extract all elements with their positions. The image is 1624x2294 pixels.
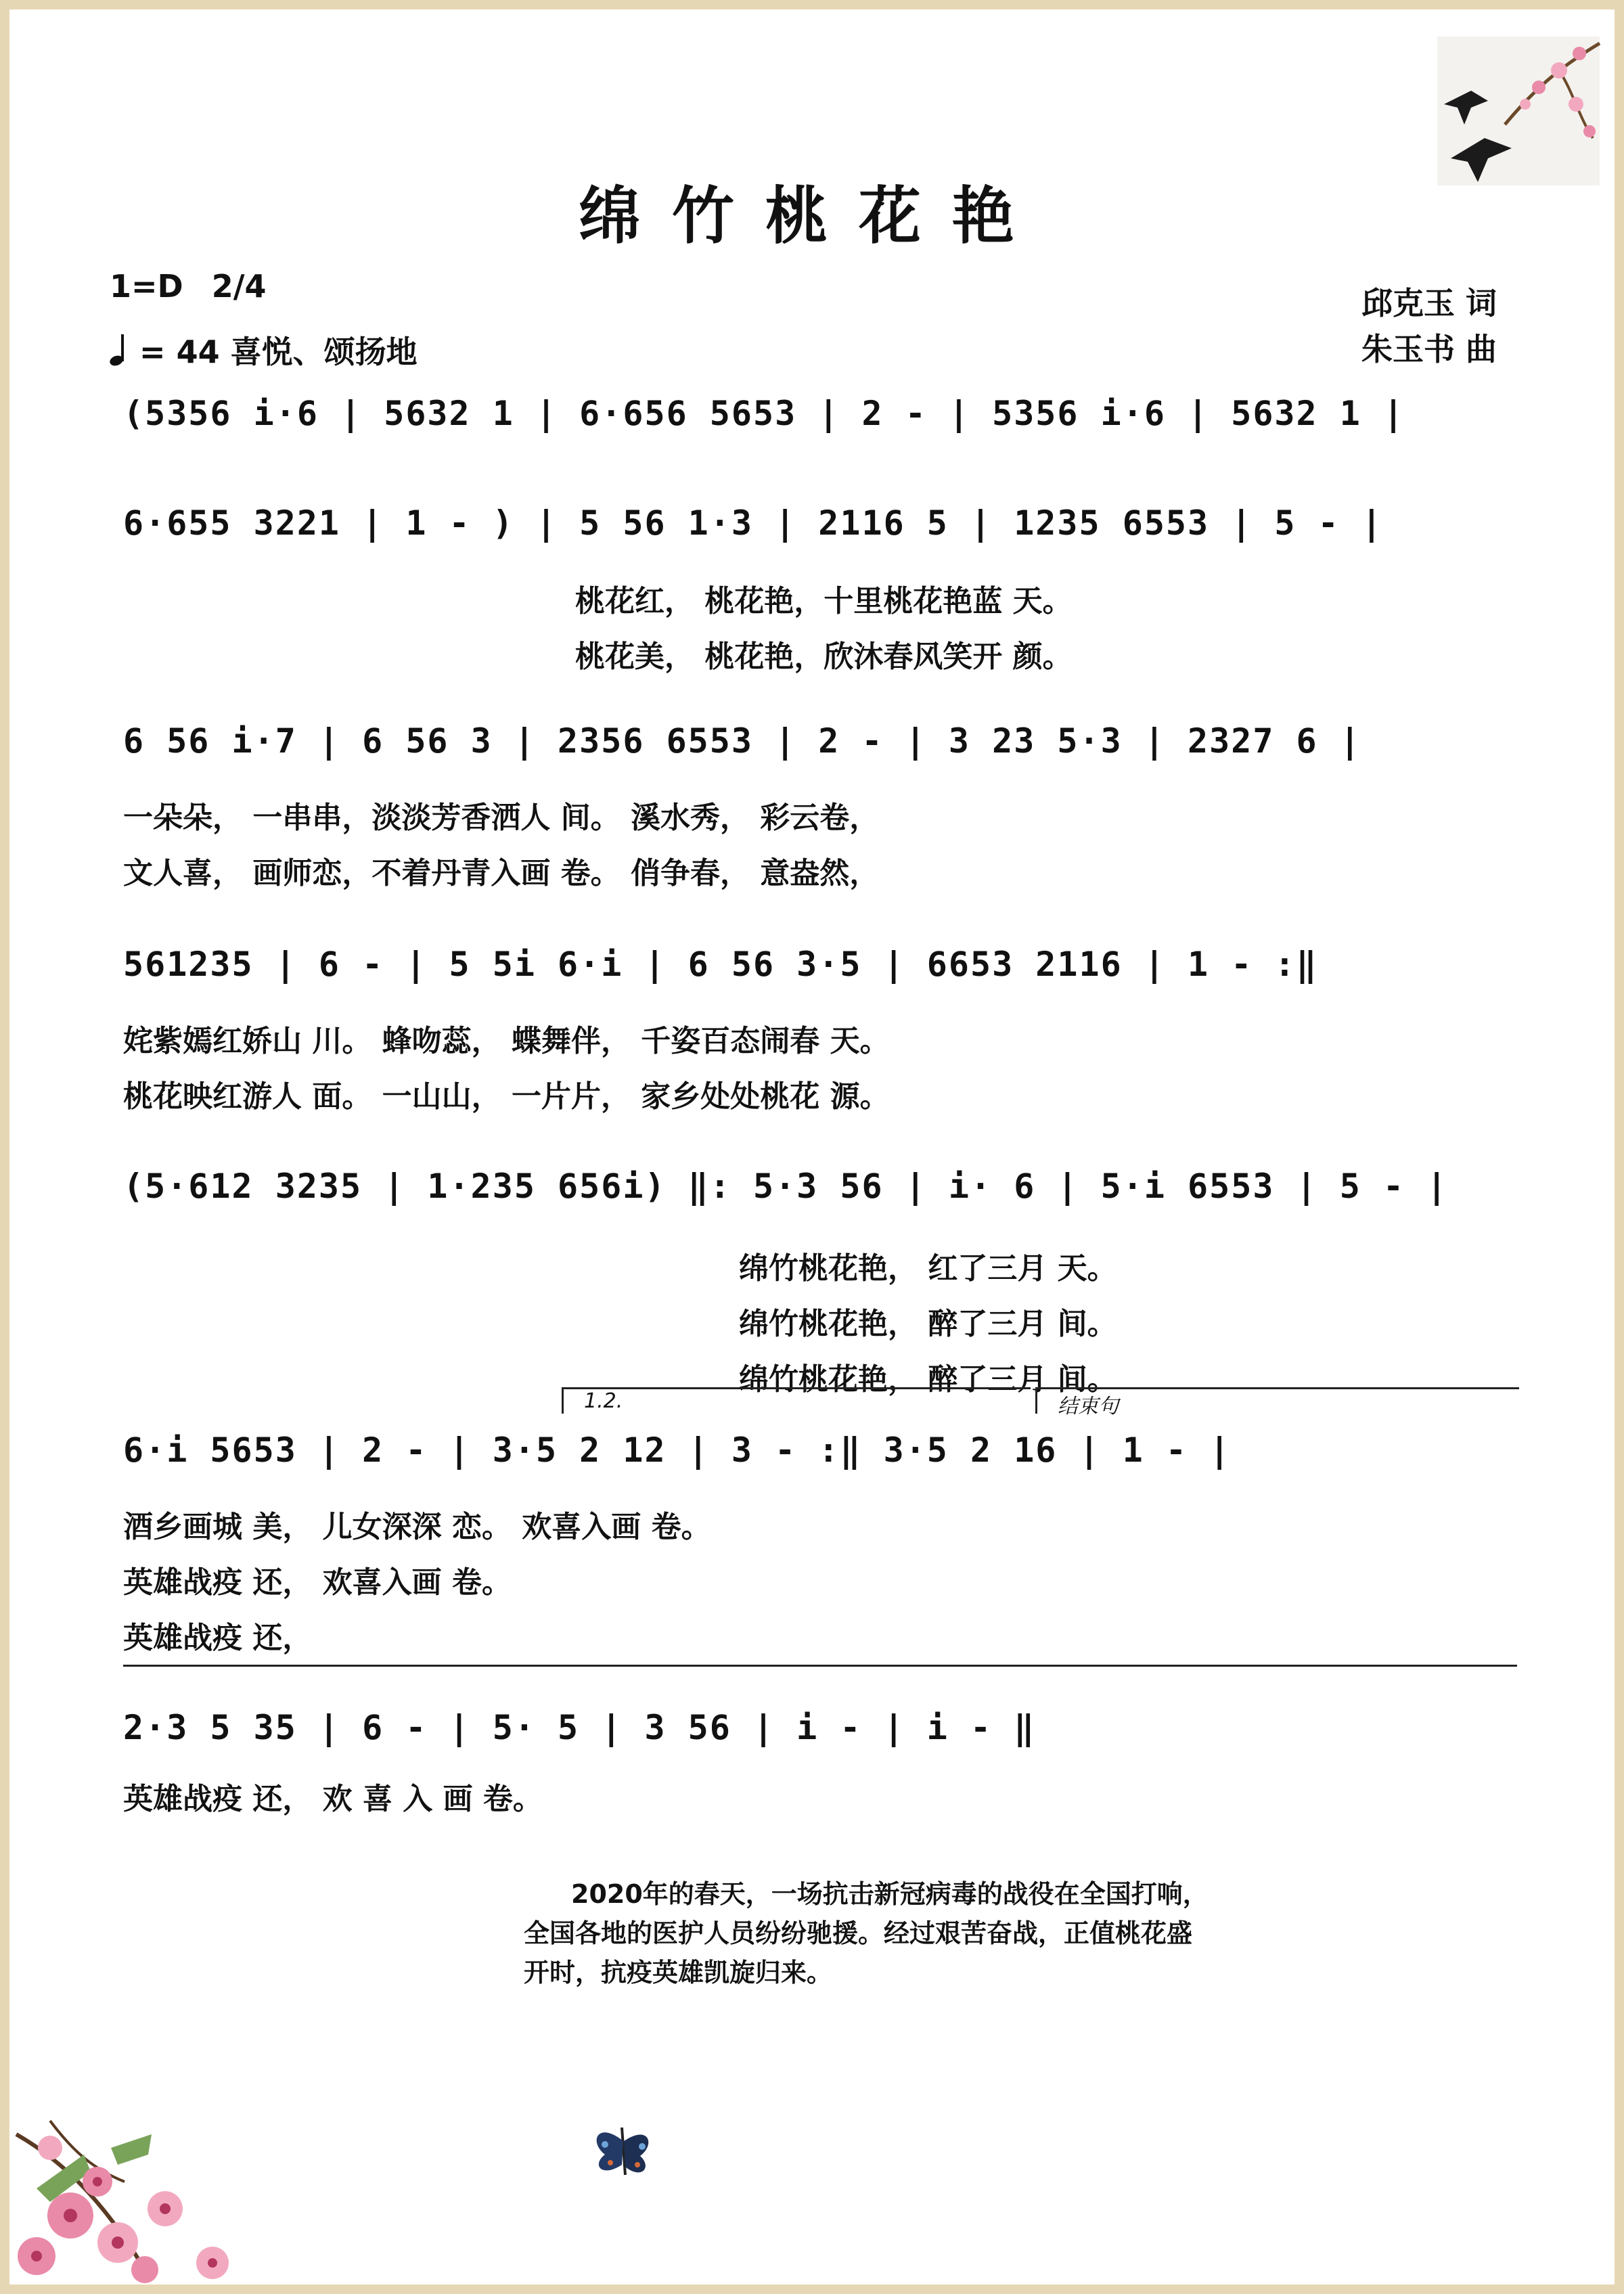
volta-final-label: 结束句 — [1058, 1395, 1119, 1418]
lyric-ending-line3: 英雄战疫 还， — [123, 1621, 313, 1655]
peach-blossom-icon — [9, 2107, 294, 2285]
tempo-text: = 44 喜悦、颂扬地 — [139, 334, 418, 370]
score-line-6: 6·i 5653 | 2 - | 3·5 2 12 | 3 - :‖ 3·5 2 16 | 1 - | — [123, 1431, 1232, 1470]
time-signature: 2/4 — [211, 268, 267, 305]
lyric-verse1-line2: 桃花美， 桃花艳，欣沐春风笑开 颜。 — [575, 639, 1073, 674]
score-line-1: (5356 i·6 | 5632 1 | 6·656 5653 | 2 - | 5356 i·6 | 5632 1 | — [123, 394, 1405, 433]
note-line-3: 开时，抗疫英雄凯旋归来。 — [524, 1958, 833, 1987]
lyric-chorus-line2: 绵竹桃花艳， 醉了三月 间。 — [739, 1307, 1117, 1341]
volta-first-label: 1.2. — [584, 1389, 623, 1413]
note-line-1: 2020年的春天，一场抗击新冠病毒的战役在全国打响， — [571, 1879, 1209, 1909]
key-text: 1=D — [110, 268, 183, 305]
score-line-3: 6 56 i·7 | 6 56 3 | 2356 6553 | 2 - | 3 23 5·3 | 2327 6 | — [123, 721, 1361, 761]
lyric-verse3-line2: 桃花映红游人 面。 一山山， 一片片， 家乡处处桃花 源。 — [123, 1079, 890, 1114]
score-page — [9, 9, 1615, 2285]
note-line-2: 全国各地的医护人员纷纷驰援。经过艰苦奋战，正值桃花盛 — [524, 1918, 1193, 1948]
lyric-ending-line2: 英雄战疫 还， 欢喜入画 卷。 — [123, 1565, 512, 1600]
lyric-verse1-line1: 桃花红， 桃花艳，十里桃花艳蓝 天。 — [575, 584, 1073, 619]
lyric-chorus-line1: 绵竹桃花艳， 红了三月 天。 — [739, 1251, 1117, 1286]
butterfly-icon — [585, 2114, 659, 2188]
score-line-7: 2·3 5 35 | 6 - | 5· 5 | 3 56 | i - | i - ‖ — [123, 1708, 1036, 1747]
lyric-verse2-line1: 一朵朵， 一串串，淡淡芳香洒人 间。 溪水秀， 彩云卷， — [123, 801, 880, 835]
lyric-chorus-line3: 绵竹桃花艳， 醉了三月 间。 — [739, 1362, 1117, 1397]
coda-bracket — [123, 1665, 1517, 1667]
key-signature — [110, 268, 267, 305]
song-title: 绵竹桃花艳 — [578, 180, 1045, 252]
volta-first-ending — [562, 1387, 1031, 1414]
quarter-note-icon — [110, 334, 129, 365]
score-line-4: 561235 | 6 - | 5 5i 6·i | 6 56 3·5 | 6653 2116 | 1 - :‖ — [123, 945, 1318, 984]
song-background-note — [524, 1874, 1268, 1992]
score-line-5: (5·612 3235 | 1·235 656i) ‖: 5·3 56 | i· 6 | 5·i 6553 | 5 - | — [123, 1167, 1449, 1206]
lyricist: 邱克玉 词 — [1361, 285, 1497, 321]
lyric-verse3-line1: 姹紫嫣红娇山 川。 蜂吻蕊， 蝶舞伴， 千姿百态闹春 天。 — [123, 1024, 890, 1058]
score-line-2: 6·655 3221 | 1 - ) | 5 56 1·3 | 2116 5 | 1235 6553 | 5 - | — [123, 503, 1383, 543]
lyric-final-line: 英雄战疫 还， 欢 喜 入 画 卷。 — [123, 1782, 543, 1816]
volta-final-ending — [1035, 1387, 1519, 1418]
composer: 朱玉书 曲 — [1361, 331, 1497, 367]
tempo-marking — [110, 328, 418, 372]
lyric-ending-line1: 酒乡画城 美， 儿女深深 恋。 欢喜入画 卷。 — [123, 1510, 711, 1544]
lyric-verse2-line2: 文人喜， 画师恋，不着丹青入画 卷。 俏争春， 意盎然， — [123, 856, 880, 891]
